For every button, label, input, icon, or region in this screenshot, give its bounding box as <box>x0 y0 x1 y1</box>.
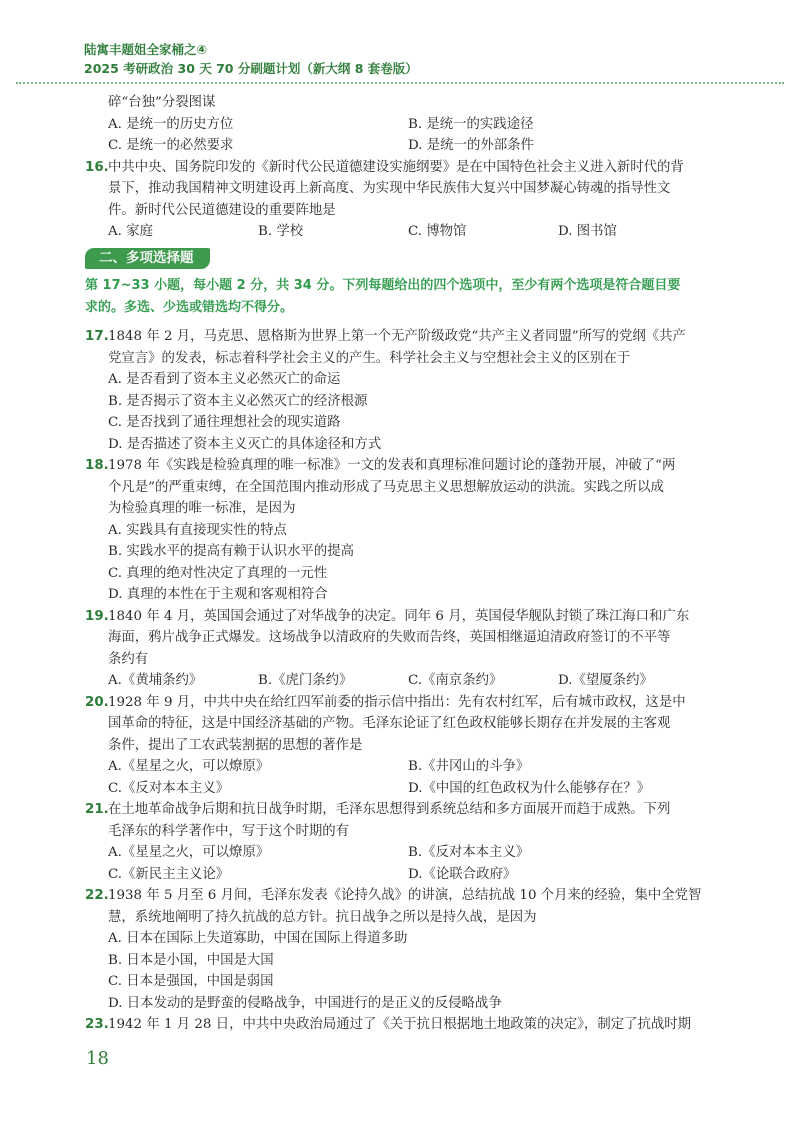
option-d: D. 真理的本性在于主观和客观相符合 <box>108 587 328 602</box>
question-text-line: 1928 年 9 月，中共中央在给红四军前委的指示信中指出：先有农村红军，后有城市政权，这是中 <box>108 694 686 710</box>
question-number: 23. <box>85 1017 109 1032</box>
option-c: C.《南京条约》 <box>408 673 503 688</box>
question-16 <box>85 157 728 243</box>
option-a: A.《星星之火，可以燎原》 <box>108 845 270 860</box>
option-c: C. 日本是强国，中国是弱国 <box>108 974 274 989</box>
question-text-line: 为检验真理的唯一标准，是因为 <box>108 501 296 516</box>
header-book-title: 2025 考研政治 30 天 70 分刷题计划（新大纲 8 套卷版） <box>84 61 418 76</box>
question-text-line: 毛泽东的科学著作中，写于这个时期的有 <box>108 823 350 839</box>
question-number: 22. <box>85 888 109 903</box>
option-d: D.《论联合政府》 <box>408 866 517 882</box>
running-header <box>84 40 418 78</box>
question-21 <box>85 799 728 885</box>
header-divider <box>16 82 784 84</box>
question-text-line: 慧，系统地阐明了持久抗战的总方针。抗日战争之所以是持久战，是因为 <box>108 909 537 925</box>
question-number: 20. <box>85 694 109 710</box>
question-text-line: 1848 年 2 月，马克思、恩格斯为世界上第一个无产阶级政党“共产主义者同盟”所写的党纲《共产 <box>108 329 686 344</box>
option-d: D.《望厦条约》 <box>558 673 653 688</box>
question-number: 21. <box>85 802 109 817</box>
option-b: B.《虎门条约》 <box>258 673 353 688</box>
option-a: A. 是否看到了资本主义必然灭亡的命运 <box>108 372 341 387</box>
question-text-line: 党宣言》的发表，标志着科学社会主义的产生。科学社会主义与空想社会主义的区别在于 <box>108 350 631 366</box>
instructions-line: 第 17~33 小题，每小题 2 分，共 34 分。下列每题给出的四个选项中，至少有两个选项是符合题目要 <box>85 278 681 293</box>
option-b: B. 学校 <box>258 224 304 239</box>
option-c: C. 真理的绝对性决定了真理的一元性 <box>108 565 328 581</box>
header-series-title: 陆寓丰题姐全家桶之④ <box>84 42 208 57</box>
instructions-line: 求的。多选、少选或错选均不得分。 <box>85 299 294 315</box>
question-text-line: 1840 年 4 月，英国国会通过了对华战争的决定。同年 6 月，英国侵华舰队封锁了珠江海口和广东 <box>108 608 690 624</box>
question-text-line: 中共中央、国务院印发的《新时代公民道德建设实施纲要》是在中国特色社会主义进入新时代的背 <box>108 159 684 175</box>
page-content <box>85 92 728 1036</box>
question-text-line: 海面，鸦片战争正式爆发。这场战争以清政府的失败而告终，英国相继逼迫清政府签订的不平等 <box>108 630 671 645</box>
option-b: B. 实践水平的提高有赖于认识水平的提高 <box>108 544 354 559</box>
question-text-line: 1942 年 1 月 28 日，中共中央政治局通过了《关于抗日根据地土地政策的决定》，制定了抗战时期 <box>108 1017 692 1032</box>
option-c: C.《反对本本主义》 <box>108 780 230 796</box>
question-18 <box>85 455 728 606</box>
options-row <box>108 135 728 157</box>
option-c: C. 博物馆 <box>408 224 467 239</box>
question-text-line: 件。新时代公民道德建设的重要阵地是 <box>108 202 336 218</box>
option-a: A.《星星之火，可以燎原》 <box>108 759 270 774</box>
question-17 <box>85 326 728 455</box>
option-a: A.《黄埔条约》 <box>108 673 203 688</box>
option-d: D. 图书馆 <box>558 224 617 239</box>
question-number: 19. <box>85 608 109 624</box>
question-number: 18. <box>85 458 109 473</box>
question-20 <box>85 692 728 800</box>
option-c: C. 是统一的必然要求 <box>108 138 234 153</box>
question-text-line: 个凡是”的严重束缚，在全国范围内推动形成了马克思主义思想解放运动的洪流。实践之所以成 <box>108 479 664 495</box>
question-text-line: 碎“台独”分裂图谋 <box>108 95 216 110</box>
question-text-line: 景下，推动我国精神文明建设再上新高度、为实现中华民族伟大复兴中国梦凝心铸魂的指导性文 <box>108 181 671 196</box>
section-title-badge: 二、多项选择题 <box>85 248 210 269</box>
question-text-line: 国革命的特征，这是中国经济基础的产物。毛泽东论证了红色政权能够长期存在并发展的主客观 <box>108 716 671 731</box>
option-d: D. 是否描述了资本主义灭亡的具体途径和方式 <box>108 436 382 452</box>
option-d: D. 是统一的外部条件 <box>408 138 534 153</box>
option-a: A. 实践具有直接现实性的特点 <box>108 522 287 538</box>
option-b: B.《反对本本主义》 <box>408 845 530 860</box>
option-a: A. 日本在国际上失道寡助，中国在国际上得道多助 <box>108 931 408 946</box>
page-number: 18 <box>86 1048 109 1069</box>
option-d: D. 日本发动的是野蛮的侵略战争，中国进行的是正义的反侵略战争 <box>108 995 502 1011</box>
option-c: C. 是否找到了通往理想社会的现实道路 <box>108 415 341 430</box>
option-b: B. 日本是小国，中国是大国 <box>108 952 274 968</box>
question-text-line: 1978 年《实践是检验真理的唯一标准》一文的发表和真理标准问题讨论的蓬勃开展，冲破了“两 <box>108 458 676 473</box>
options-row <box>108 864 728 886</box>
option-b: B.《井冈山的斗争》 <box>408 759 530 774</box>
option-a: A. 家庭 <box>108 224 153 239</box>
question-19 <box>85 606 728 692</box>
option-d: D.《中国的红色政权为什么能够存在？》 <box>408 780 651 796</box>
option-b: B. 是统一的实践途径 <box>408 116 534 132</box>
options-row <box>108 756 728 778</box>
option-b: B. 是否揭示了资本主义必然灭亡的经济根源 <box>108 393 368 409</box>
options-row <box>108 670 728 692</box>
question-23 <box>85 1014 728 1036</box>
option-c: C.《新民主主义论》 <box>108 866 230 882</box>
question-text-line: 条约有 <box>108 651 149 667</box>
section-instructions <box>85 275 728 318</box>
question-22 <box>85 885 728 1014</box>
options-row <box>108 221 728 243</box>
question-text-line: 1938 年 5 月至 6 月间，毛泽东发表《论持久战》的讲演，总结抗战 10 个月来的经验，集中全党智 <box>108 888 702 903</box>
options-row <box>108 842 728 864</box>
question-text-line: 在土地革命战争后期和抗日战争时期，毛泽东思想得到系统总结和多方面展开而趋于成熟。下列 <box>108 802 671 817</box>
options-row <box>108 114 728 136</box>
question-number: 17. <box>85 329 109 344</box>
question-text-line: 条件，提出了工农武装割据的思想的著作是 <box>108 737 363 753</box>
question-15-tail <box>88 92 728 157</box>
options-row <box>108 778 728 800</box>
option-a: A. 是统一的历史方位 <box>108 116 234 132</box>
question-number: 16. <box>85 159 109 175</box>
